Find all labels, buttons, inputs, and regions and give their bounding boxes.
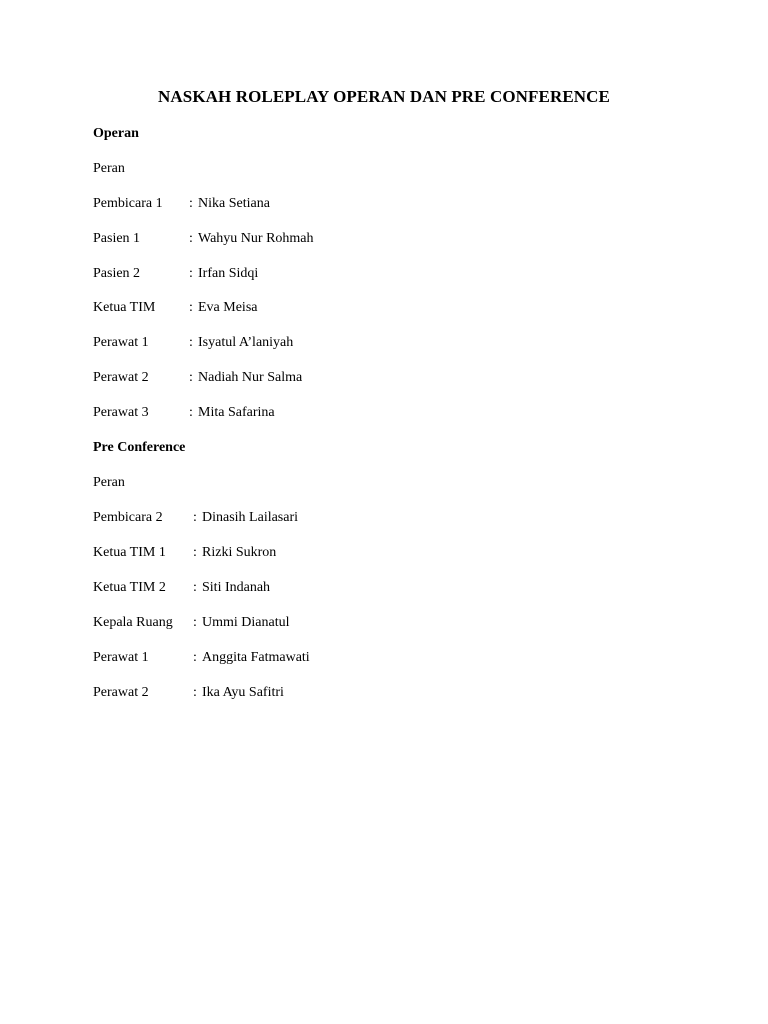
person-name: Ummi Dianatul (202, 615, 290, 630)
role-separator: : (189, 196, 193, 211)
role-separator: : (193, 685, 197, 700)
role-separator: : (189, 266, 193, 281)
role-label: Perawat 3 (93, 405, 149, 420)
role-label: Pasien 2 (93, 266, 141, 281)
role-separator: : (193, 510, 197, 525)
role-row (93, 370, 303, 386)
role-row (93, 685, 284, 701)
role-separator: : (193, 615, 197, 630)
role-separator: : (189, 335, 193, 350)
role-row (93, 196, 270, 212)
person-name: Siti Indanah (202, 580, 271, 595)
document-title: NASKAH ROLEPLAY OPERAN DAN PRE CONFERENCE (158, 87, 610, 106)
role-separator: : (189, 231, 193, 246)
role-label: Perawat 1 (93, 650, 149, 665)
role-label: Ketua TIM 2 (93, 580, 166, 595)
person-name: Mita Safarina (198, 405, 275, 420)
role-row (93, 510, 299, 526)
role-separator: : (189, 370, 193, 385)
role-separator: : (193, 545, 197, 560)
role-row (93, 300, 258, 316)
role-separator: : (193, 650, 197, 665)
role-row (93, 615, 290, 631)
role-label: Ketua TIM 1 (93, 545, 166, 560)
person-name: Anggita Fatmawati (202, 650, 310, 665)
role-label: Perawat 1 (93, 335, 149, 350)
role-row (93, 266, 259, 282)
role-label: Kepala Ruang (93, 615, 173, 630)
section-subheading-peran: Peran (93, 475, 125, 490)
section-subheading-peran: Peran (93, 161, 125, 176)
person-name: Nika Setiana (198, 196, 270, 211)
role-row (93, 335, 294, 351)
role-separator: : (189, 405, 193, 420)
person-name: Ika Ayu Safitri (202, 685, 284, 700)
person-name: Eva Meisa (198, 300, 258, 315)
role-row (93, 650, 310, 666)
person-name: Isyatul A’laniyah (198, 335, 294, 350)
person-name: Nadiah Nur Salma (198, 370, 303, 385)
role-row (93, 580, 271, 596)
person-name: Rizki Sukron (202, 545, 277, 560)
person-name: Wahyu Nur Rohmah (198, 231, 314, 246)
role-separator: : (193, 580, 197, 595)
role-row (93, 545, 277, 561)
role-label: Perawat 2 (93, 370, 149, 385)
role-label: Perawat 2 (93, 685, 149, 700)
role-row (93, 405, 275, 421)
person-name: Irfan Sidqi (198, 266, 259, 281)
section-heading-operan: Operan (93, 126, 139, 141)
role-separator: : (189, 300, 193, 315)
role-row (93, 231, 314, 247)
role-label: Pembicara 2 (93, 510, 163, 525)
section-heading-pre-conference: Pre Conference (93, 440, 186, 455)
person-name: Dinasih Lailasari (202, 510, 299, 525)
role-label: Pembicara 1 (93, 196, 163, 211)
role-label: Ketua TIM (93, 300, 156, 315)
role-label: Pasien 1 (93, 231, 141, 246)
